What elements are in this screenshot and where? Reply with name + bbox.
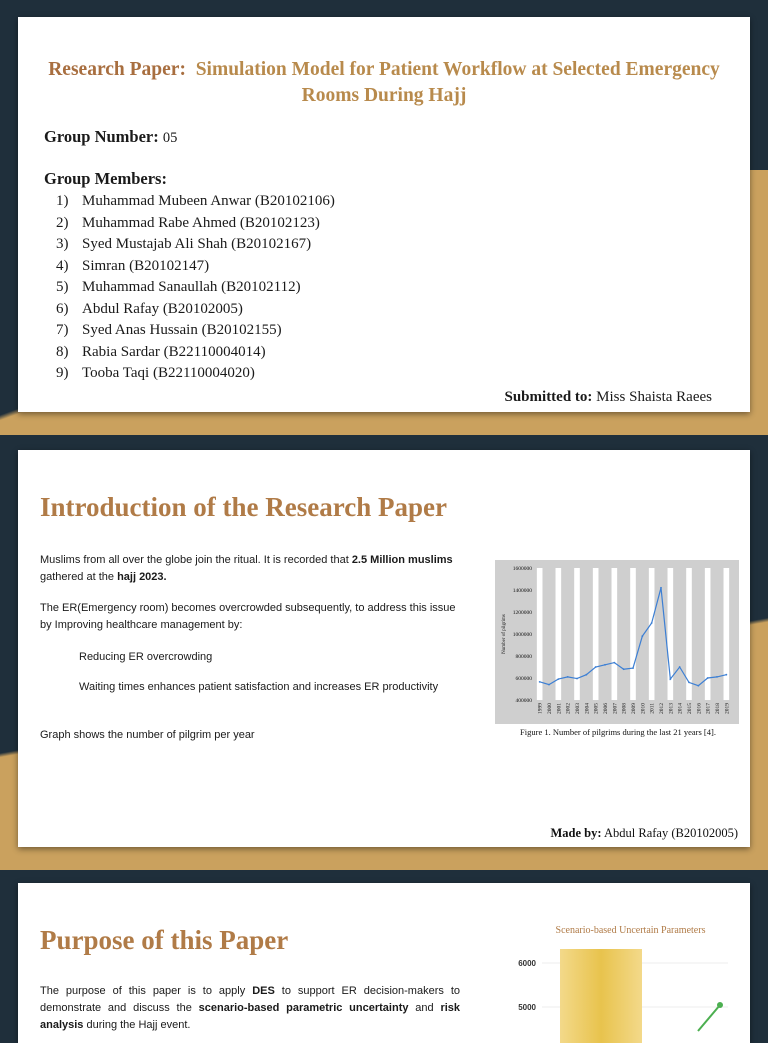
intro-paragraph-1 — [40, 552, 460, 586]
x-tick-label: 2007 — [612, 703, 619, 714]
list-item — [56, 299, 335, 321]
y-tick-label: 5000 — [518, 1003, 536, 1012]
x-tick-label: 2004 — [584, 703, 591, 714]
data-point — [669, 678, 671, 680]
x-tick-label: 2018 — [715, 703, 721, 714]
y-tick-label: 400000 — [515, 698, 532, 704]
list-item — [56, 277, 335, 299]
gridline-band — [574, 568, 580, 700]
x-tick-label: 2005 — [593, 703, 600, 714]
list-number: 3) — [56, 236, 69, 252]
list-number: 8) — [56, 343, 69, 360]
text-run: The purpose of this paper is to apply — [40, 985, 253, 997]
x-tick-label: 1999 — [537, 703, 544, 714]
member-name: Muhammad Mubeen Anwar (B20102106) — [82, 193, 335, 209]
y-axis-label: Number of pilgrims — [502, 614, 507, 654]
x-tick-label: 2013 — [668, 703, 675, 714]
member-name: Muhammad Rabe Ahmed (B20102123) — [82, 214, 320, 231]
scenario-chart — [488, 941, 728, 1043]
data-point — [641, 635, 643, 637]
list-number: 4) — [56, 257, 69, 274]
submitted-to — [505, 389, 713, 406]
data-point — [576, 678, 578, 680]
gridline-band — [612, 568, 618, 700]
made-by — [551, 826, 739, 841]
gridline-band — [668, 568, 674, 700]
x-tick-label: 2008 — [621, 703, 628, 714]
x-tick-label: 2014 — [677, 703, 684, 714]
data-point — [716, 676, 718, 678]
list-number: 5) — [56, 279, 69, 295]
series-line — [698, 1005, 720, 1031]
gridline-band — [630, 568, 636, 700]
member-name: Abdul Rafay (B20102005) — [82, 300, 243, 317]
group-number-value: 05 — [162, 130, 178, 146]
data-point — [717, 1002, 723, 1008]
purpose-paragraph — [40, 983, 460, 1034]
text-run: gathered at the — [40, 571, 118, 583]
list-number: 2) — [56, 214, 69, 231]
data-point — [567, 676, 569, 678]
y-tick-label: 1000000 — [512, 632, 532, 638]
x-tick-label: 2003 — [575, 703, 581, 714]
title-line-1: Simulation Model for Patient Workflow at Selected Emergency — [195, 59, 720, 80]
x-tick-label: 2001 — [556, 703, 563, 714]
x-tick-label: 2016 — [696, 703, 703, 714]
x-tick-label: 2009 — [631, 703, 637, 714]
text-run: during the Hajj event. — [83, 1019, 191, 1031]
list-number: 1) — [56, 193, 69, 209]
list-item — [56, 363, 335, 385]
data-point — [613, 662, 615, 664]
figure-caption: Figure 1. Number of pilgrims during the last 21 years [4]. — [520, 727, 716, 737]
data-point — [725, 674, 727, 676]
bullet-waiting-times: Waiting times enhances patient satisfaction and increases ER productivity — [79, 681, 439, 693]
slide-heading: Introduction of the Research Paper — [40, 492, 447, 522]
data-point — [585, 674, 587, 676]
text-run-bold: scenario-based parametric uncertainty — [198, 1002, 409, 1014]
y-tick-label: 6000 — [518, 959, 536, 968]
intro-paragraph-2: The ER(Emergency room) becomes overcrowded subsequently, to address this issue by Improving healthcare management by: — [40, 602, 456, 631]
y-tick-label: 1400000 — [512, 588, 532, 594]
made-by-label: Made by: — [550, 826, 602, 840]
text-run-bold: DES — [252, 985, 275, 997]
data-point — [679, 666, 681, 668]
group-number — [44, 127, 177, 147]
text-run-bold: 2.5 Million muslims — [351, 554, 453, 566]
list-number: 9) — [56, 365, 69, 381]
list-item — [56, 191, 335, 213]
text-run-bold: hajj 2023. — [117, 571, 167, 583]
scenario-chart-title: Scenario-based Uncertain Parameters — [555, 925, 706, 936]
x-tick-label: 2012 — [659, 703, 665, 714]
data-point — [623, 668, 625, 670]
group-members-heading — [44, 169, 167, 189]
data-point — [707, 677, 709, 679]
data-point — [660, 587, 662, 589]
paper-title — [18, 57, 750, 109]
x-tick-label: 2011 — [649, 703, 656, 714]
y-tick-label: 1200000 — [512, 610, 532, 616]
gridline-band — [593, 568, 599, 700]
data-point — [651, 622, 653, 624]
list-number: 6) — [56, 300, 69, 317]
member-name: Rabia Sardar (B22110004014) — [82, 343, 266, 360]
text-run: to support ER decision-makers to demonstrate and discuss the — [40, 985, 460, 1014]
member-name: Tooba Taqi (B22110004020) — [82, 365, 255, 381]
text-run-bold: risk analysis — [40, 1002, 461, 1031]
x-tick-label: 2017 — [705, 703, 712, 714]
data-point — [595, 666, 597, 668]
member-name: Syed Mustajab Ali Shah (B20102167) — [82, 236, 312, 252]
y-tick-label: 600000 — [515, 676, 532, 682]
pilgrims-chart-svg — [495, 560, 739, 724]
slide-title — [18, 17, 750, 412]
x-tick-label: 2010 — [640, 703, 647, 714]
bar — [560, 949, 642, 1043]
data-point — [548, 684, 550, 686]
data-point — [557, 678, 559, 680]
member-name: Muhammad Sanaullah (B20102112) — [82, 279, 301, 295]
data-point — [632, 667, 634, 669]
data-point — [697, 685, 699, 687]
y-tick-label: 1600000 — [512, 566, 532, 572]
slide-heading: Purpose of this Paper — [40, 925, 289, 955]
data-point — [688, 682, 690, 684]
gridline-band — [724, 568, 730, 700]
intro-paragraph-3: Graph shows the number of pilgrim per year — [40, 729, 255, 741]
members-list — [56, 191, 335, 385]
text-run: and — [408, 1002, 441, 1014]
x-tick-label: 2019 — [724, 703, 731, 714]
made-by-name: Abdul Rafay (B20102005) — [603, 826, 738, 840]
x-tick-label: 2015 — [687, 703, 693, 714]
title-line-2: Rooms During Hajj — [301, 85, 467, 106]
group-number-label: Group Number: — [44, 127, 159, 146]
x-tick-label: 2006 — [603, 703, 609, 714]
data-point — [539, 681, 541, 683]
gridline-band — [537, 568, 543, 700]
slide-purpose — [18, 883, 750, 1043]
pilgrims-chart — [495, 560, 739, 724]
list-item — [56, 234, 335, 256]
x-tick-label: 2000 — [547, 703, 553, 714]
list-item — [56, 342, 335, 364]
y-tick-label: 800000 — [515, 654, 532, 660]
bullet-reducing-overcrowding: Reducing ER overcrowding — [79, 651, 213, 663]
slide-introduction — [18, 450, 750, 847]
member-name: Simran (B20102147) — [82, 257, 210, 274]
data-point — [604, 664, 606, 666]
title-prefix: Research Paper: — [48, 59, 186, 80]
group-members-label: Group Members: — [44, 169, 167, 188]
gridline-band — [649, 568, 655, 700]
submitted-to-name: Miss Shaista Raees — [596, 389, 712, 405]
member-name: Syed Anas Hussain (B20102155) — [82, 322, 282, 338]
list-item — [56, 256, 335, 278]
list-item — [56, 213, 335, 235]
x-tick-label: 2002 — [565, 703, 572, 714]
text-run: Muslims from all over the globe join the ritual. It is recorded that — [40, 554, 352, 566]
list-item — [56, 320, 335, 342]
submitted-label: Submitted to: — [504, 389, 593, 405]
list-number: 7) — [56, 322, 69, 338]
